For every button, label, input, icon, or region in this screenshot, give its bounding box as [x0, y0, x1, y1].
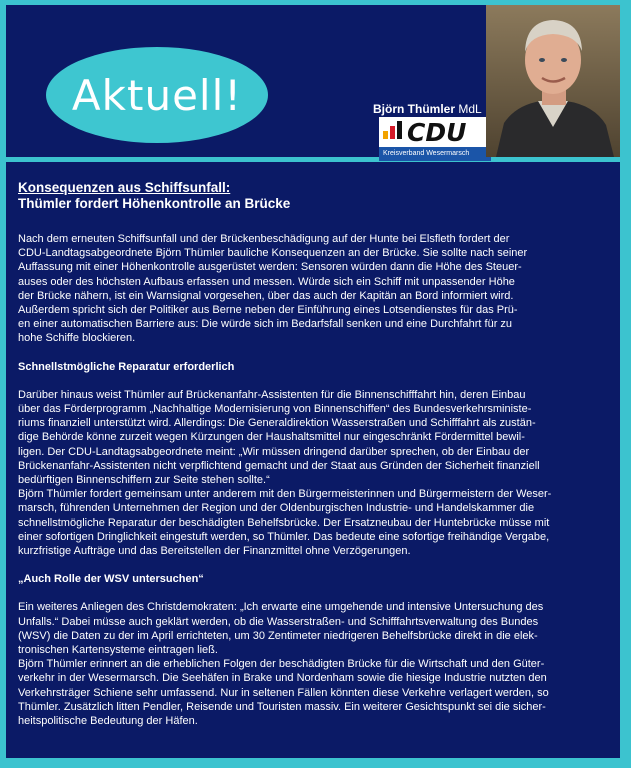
politician-title: MdL	[458, 102, 482, 116]
subheading-2: „Auch Rolle der WSV untersuchen“	[18, 573, 204, 586]
paragraph-3: Ein weiteres Anliegen des Christdemokraten: „Ich erwarte eine umgehende und intensive Untersuchung des Unfalls.“ Dabei müsse auch geklärt werden, ob die Wasserstraßen- und Schifffahrtsverwaltung des Bundes (WSV) die Daten zu der im April errichteten, um 30 Zentimeter niedrigeren Behelfsbrücke direkt in die elek- tronischen Kartensysteme eintragen ließ. Björn Thümler erinnert an die erheblichen Folgen der beschädigten Brücke für die Wirtschaft und den Güter- verkehr in der Wesermarsch. Die Seehäfen in Brake und Nordenham sowie die hiesige Industrie nutzten den Verkehrsträger Schiene sehr umfassend. Nur in seltenen Fällen könnten diese Verkehre verlagert werden, so Thümler. Zusätzlich litten Pendler, Reisende und Touristen massiv. Ein weiterer Gesichtspunkt sei die sicher- heitspolitische Bedeutung der Häfen.	[18, 601, 549, 728]
article-body	[18, 180, 614, 728]
paragraph-2: Darüber hinaus weist Thümler auf Brückenanfahr-Assistenten für die Binnenschifffahrt hin, deren Einbau über das Förderprogramm „Nachhaltige Modernisierung von Binnenschiffen“ des Bundesverkehrsministe- riums finanziell unterstützt wird. Allerdings: Die Generaldirektion Wasserstraßen und Schifffahrt als zustän- dige Behörde könne zurzeit wegen Kürzungen der Haushaltsmittel nur eingeschränkt Fördermittel bewil- ligen. Der CDU-Landtagsabgeordnete meint: „Wir müssen dringend darüber sprechen, ob der Einbau der Brückenanfahr-Assistenten nicht verpflichtend gemacht und der Staat aus Gründen der Sicherheit finanziell bedürftigen Binnenschiffern zur Seite stehen sollte.“ Björn Thümler fordert gemeinsam unter anderem mit den Bürgermeisterinnen und Bürgermeistern der Weser- marsch, führenden Unternehmen der Region und der Oldenburgischen Industrie- und Handelskammer die schnellstmögliche Reparatur der beschädigten Behelfsbrücke. Der Ersatzneubau der Huntebrücke müsse mit einer sofortigen Dringlichkeit eingestuft werden, so Thümler. Das bedeute eine sofortige freihändige Vergabe, kurzfristige Aufträge und das Bereitstellen der Finanzmittel ohne Verzögerungen.	[18, 388, 552, 558]
cdu-bar-orange	[383, 131, 388, 139]
headline-line2: Thümler fordert Höhenkontrolle an Brücke	[18, 196, 291, 211]
aktuell-badge	[46, 47, 268, 143]
cdu-logo-bars-icon	[383, 121, 402, 139]
cdu-logo	[379, 117, 491, 161]
politician-name-text: Björn Thümler	[373, 102, 456, 116]
subheading-1: Schnellstmögliche Reparatur erforderlich	[18, 360, 235, 373]
article-panel	[6, 162, 620, 758]
aktuell-badge-text: Aktuell!	[71, 70, 243, 120]
cdu-logo-text: CDU	[407, 118, 467, 147]
cdu-subtitle: Kreisverband Wesermarsch	[379, 147, 491, 161]
cdu-bar-red	[390, 126, 395, 139]
paragraph-1: Nach dem erneuten Schiffsunfall und der Brückenbeschädigung auf der Hunte bei Elsfleth fordert der CDU-Landtagsabgeordnete Björn Thümler bauliche Konsequenzen an der Brücke. Sie sollte nach seiner Auffassung mit einer Höhenkontrolle ausgerüstet werden: Sensoren würden dann die Höhe des Steuer- auses oder des höchsten Aufbaus erfassen und messen. Würde sich ein Schiff mit unpassender Höhe der Brücke nähern, ist ein Warnsignal vorgesehen, über das auch der Kapitän an Bord informiert wird. Außerdem spricht sich der Politiker aus Berne neben der Einführung eines Lotsendienstes für das Prü- en einer automatischen Barriere aus: Die würde sich im Bedarfsfall senken und eine Durchfahrt für zu hohe Schiffe blockieren.	[18, 233, 528, 345]
politician-photo	[486, 5, 620, 157]
article-headline	[18, 180, 614, 212]
cdu-bar-black	[397, 121, 402, 139]
politician-name	[373, 102, 482, 116]
portrait-image	[486, 5, 620, 157]
headline-line1: Konsequenzen aus Schiffsunfall:	[18, 180, 231, 195]
